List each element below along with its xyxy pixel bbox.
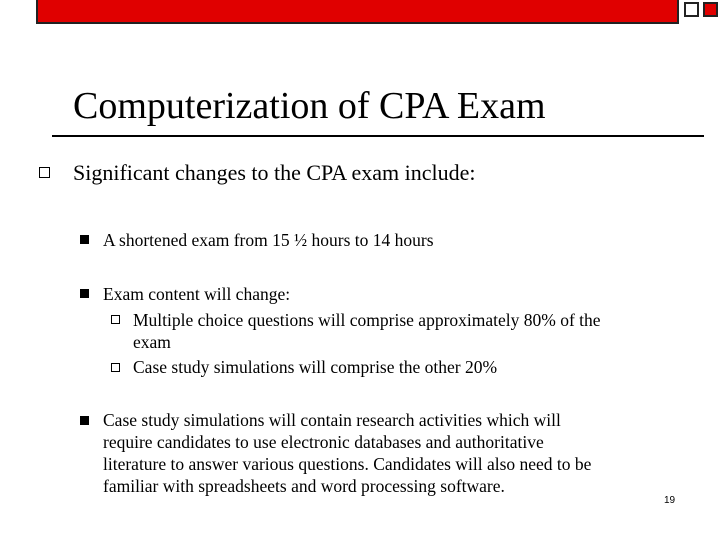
solid-square-bullet-icon xyxy=(80,289,89,298)
bullet-case-study-line4: familiar with spreadsheets and word processing software. xyxy=(103,476,505,496)
sub-bullet-multiple-choice: Multiple choice questions will comprise approximately 80% of the xyxy=(133,310,601,330)
bullet-content-change: Exam content will change: xyxy=(103,284,291,304)
sub-bullet-case-study: Case study simulations will comprise the other 20% xyxy=(133,357,498,377)
bullet-case-study-line3: literature to answer various questions. Candidates will also need to be xyxy=(103,454,592,474)
sub-bullet-multiple-choice-cont: exam xyxy=(133,332,171,352)
intro-text: Significant changes to the CPA exam include: xyxy=(73,160,476,185)
decorative-header-bar xyxy=(36,0,718,30)
red-header-frame xyxy=(36,0,679,24)
header-squares xyxy=(684,0,718,17)
hollow-square-bullet-icon xyxy=(39,167,50,178)
red-square-icon xyxy=(703,2,718,17)
slide-title: Computerization of CPA Exam xyxy=(73,85,546,127)
solid-square-bullet-icon xyxy=(80,235,89,244)
page-number: 19 xyxy=(664,495,676,506)
bullet-shortened-exam: A shortened exam from 15 ½ hours to 14 hours xyxy=(103,230,434,250)
bullet-case-study-line1: Case study simulations will contain research activities which will xyxy=(103,410,561,430)
solid-square-bullet-icon xyxy=(80,416,89,425)
hollow-square-bullet-icon xyxy=(111,363,120,372)
title-underline xyxy=(52,135,704,137)
hollow-square-icon xyxy=(684,2,699,17)
hollow-square-bullet-icon xyxy=(111,315,120,324)
bullet-case-study-line2: require candidates to use electronic databases and authoritative xyxy=(103,432,544,452)
